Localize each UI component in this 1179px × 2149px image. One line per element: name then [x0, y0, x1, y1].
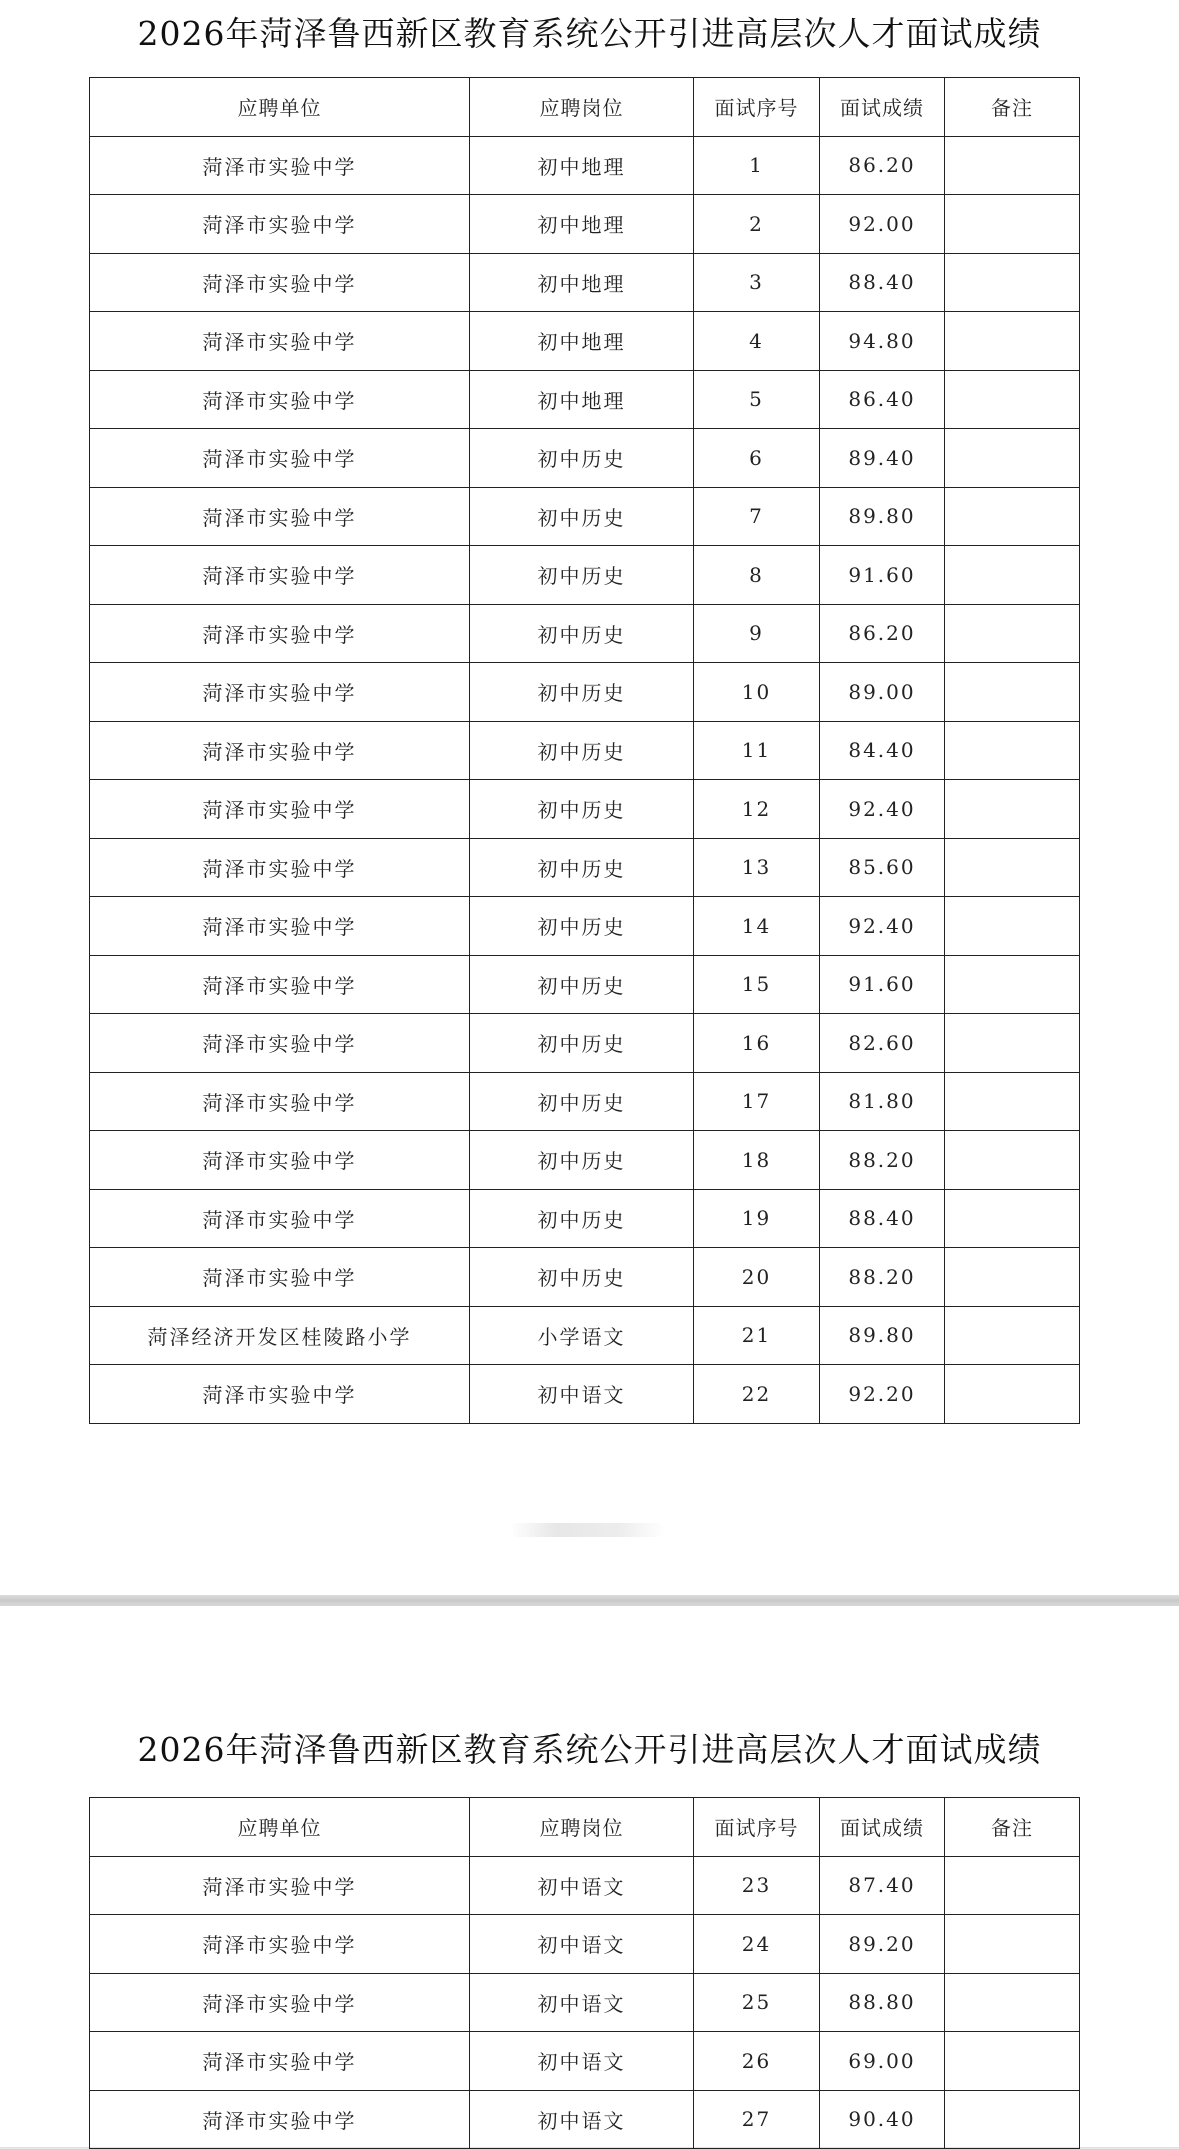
cell-interview-score: 91.60	[820, 546, 945, 605]
cell-remarks	[945, 1072, 1080, 1131]
header-position: 应聘岗位	[470, 78, 694, 137]
cell-remarks	[945, 1365, 1080, 1424]
cell-position: 初中历史	[470, 429, 694, 488]
cell-interview-number: 22	[694, 1365, 820, 1424]
table-row	[90, 487, 1080, 546]
cell-interview-number: 12	[694, 780, 820, 839]
table-row	[90, 1014, 1080, 1073]
cell-interview-score: 91.60	[820, 955, 945, 1014]
cell-interview-score: 89.20	[820, 1915, 945, 1974]
cell-unit: 菏泽市实验中学	[90, 253, 470, 312]
cell-position: 初中地理	[470, 195, 694, 254]
cell-unit: 菏泽市实验中学	[90, 1248, 470, 1307]
cell-interview-number: 20	[694, 1248, 820, 1307]
header-interview-score: 面试成绩	[820, 1798, 945, 1857]
cell-interview-number: 18	[694, 1131, 820, 1190]
cell-position: 初中历史	[470, 604, 694, 663]
cell-position: 初中历史	[470, 1014, 694, 1073]
cell-position: 初中语文	[470, 2090, 694, 2149]
table-row	[90, 370, 1080, 429]
cell-position: 初中历史	[470, 1072, 694, 1131]
cell-position: 初中历史	[470, 1131, 694, 1190]
cell-interview-number: 2	[694, 195, 820, 254]
cell-unit: 菏泽市实验中学	[90, 780, 470, 839]
table-row	[90, 780, 1080, 839]
cell-unit: 菏泽市实验中学	[90, 663, 470, 722]
cell-interview-number: 27	[694, 2090, 820, 2149]
scores-table	[89, 1797, 1080, 2149]
table-row	[90, 1248, 1080, 1307]
cell-interview-number: 25	[694, 1973, 820, 2032]
cell-unit: 菏泽市实验中学	[90, 195, 470, 254]
cell-remarks	[945, 1014, 1080, 1073]
cell-unit: 菏泽市实验中学	[90, 487, 470, 546]
cell-unit: 菏泽市实验中学	[90, 1131, 470, 1190]
table-row	[90, 2032, 1080, 2091]
table-row	[90, 429, 1080, 488]
cell-unit: 菏泽市实验中学	[90, 312, 470, 371]
cell-interview-number: 14	[694, 897, 820, 956]
table-header-row	[90, 1798, 1080, 1857]
cell-interview-number: 11	[694, 721, 820, 780]
page-title: 2026年菏泽鲁西新区教育系统公开引进高层次人才面试成绩	[137, 1730, 1042, 1769]
table-row	[90, 604, 1080, 663]
header-unit: 应聘单位	[90, 78, 470, 137]
cell-unit: 菏泽市实验中学	[90, 136, 470, 195]
cell-remarks	[945, 955, 1080, 1014]
cell-unit: 菏泽市实验中学	[90, 546, 470, 605]
cell-position: 初中语文	[470, 1365, 694, 1424]
cell-position: 初中语文	[470, 1915, 694, 1974]
cell-remarks	[945, 136, 1080, 195]
cell-position: 初中历史	[470, 487, 694, 546]
cell-unit: 菏泽市实验中学	[90, 955, 470, 1014]
header-remarks: 备注	[945, 1798, 1080, 1857]
scores-table	[89, 77, 1080, 1424]
cell-interview-score: 82.60	[820, 1014, 945, 1073]
cell-interview-number: 5	[694, 370, 820, 429]
cell-position: 初中历史	[470, 955, 694, 1014]
cell-position: 初中历史	[470, 1248, 694, 1307]
cell-remarks	[945, 721, 1080, 780]
table-row	[90, 663, 1080, 722]
cell-position: 初中历史	[470, 780, 694, 839]
cell-interview-score: 81.80	[820, 1072, 945, 1131]
cell-remarks	[945, 780, 1080, 839]
cell-position: 初中历史	[470, 897, 694, 956]
cell-unit: 菏泽市实验中学	[90, 604, 470, 663]
table-row	[90, 546, 1080, 605]
cell-interview-score: 92.20	[820, 1365, 945, 1424]
cell-remarks	[945, 1973, 1080, 2032]
cell-interview-score: 90.40	[820, 2090, 945, 2149]
table-row	[90, 1856, 1080, 1915]
cell-remarks	[945, 1248, 1080, 1307]
cell-position: 初中历史	[470, 1189, 694, 1248]
cell-unit: 菏泽市实验中学	[90, 2090, 470, 2149]
cell-interview-number: 4	[694, 312, 820, 371]
table-row	[90, 1131, 1080, 1190]
cell-interview-number: 8	[694, 546, 820, 605]
cell-remarks	[945, 253, 1080, 312]
cell-remarks	[945, 1306, 1080, 1365]
table-row	[90, 1915, 1080, 1974]
cell-remarks	[945, 604, 1080, 663]
cell-interview-number: 26	[694, 2032, 820, 2091]
cell-interview-score: 89.80	[820, 487, 945, 546]
cell-interview-number: 21	[694, 1306, 820, 1365]
cell-position: 初中地理	[470, 253, 694, 312]
table-row	[90, 1072, 1080, 1131]
cell-interview-score: 92.40	[820, 897, 945, 956]
cell-position: 初中地理	[470, 136, 694, 195]
cell-position: 初中语文	[470, 1973, 694, 2032]
cell-unit: 菏泽经济开发区桂陵路小学	[90, 1306, 470, 1365]
cell-remarks	[945, 2032, 1080, 2091]
header-interview-score: 面试成绩	[820, 78, 945, 137]
cell-unit: 菏泽市实验中学	[90, 429, 470, 488]
cell-interview-score: 88.80	[820, 1973, 945, 2032]
cell-position: 初中语文	[470, 2032, 694, 2091]
cell-position: 初中历史	[470, 721, 694, 780]
cell-unit: 菏泽市实验中学	[90, 838, 470, 897]
table-row	[90, 1189, 1080, 1248]
table-row	[90, 1973, 1080, 2032]
cell-interview-number: 6	[694, 429, 820, 488]
cell-remarks	[945, 897, 1080, 956]
cell-interview-score: 86.40	[820, 370, 945, 429]
cell-remarks	[945, 838, 1080, 897]
cell-remarks	[945, 546, 1080, 605]
cell-interview-score: 89.00	[820, 663, 945, 722]
header-position: 应聘岗位	[470, 1798, 694, 1857]
cell-unit: 菏泽市实验中学	[90, 1014, 470, 1073]
cell-unit: 菏泽市实验中学	[90, 1189, 470, 1248]
cell-remarks	[945, 1131, 1080, 1190]
table-row	[90, 253, 1080, 312]
table-row	[90, 312, 1080, 371]
cell-interview-number: 15	[694, 955, 820, 1014]
cell-interview-number: 1	[694, 136, 820, 195]
cell-interview-number: 16	[694, 1014, 820, 1073]
cell-remarks	[945, 312, 1080, 371]
cell-interview-number: 9	[694, 604, 820, 663]
cell-unit: 菏泽市实验中学	[90, 1915, 470, 1974]
cell-interview-score: 88.40	[820, 253, 945, 312]
cell-position: 初中历史	[470, 838, 694, 897]
header-interview-number: 面试序号	[694, 1798, 820, 1857]
cell-interview-number: 19	[694, 1189, 820, 1248]
cell-interview-number: 7	[694, 487, 820, 546]
cell-remarks	[945, 663, 1080, 722]
cell-remarks	[945, 429, 1080, 488]
table-row	[90, 2090, 1080, 2149]
cell-remarks	[945, 195, 1080, 254]
cell-interview-score: 89.80	[820, 1306, 945, 1365]
cell-interview-score: 89.40	[820, 429, 945, 488]
table-row	[90, 721, 1080, 780]
cell-position: 初中地理	[470, 312, 694, 371]
cell-interview-number: 3	[694, 253, 820, 312]
cell-interview-score: 84.40	[820, 721, 945, 780]
cell-unit: 菏泽市实验中学	[90, 1365, 470, 1424]
cell-interview-number: 17	[694, 1072, 820, 1131]
cell-position: 初中地理	[470, 370, 694, 429]
table-row	[90, 955, 1080, 1014]
cell-position: 小学语文	[470, 1306, 694, 1365]
cell-interview-score: 87.40	[820, 1856, 945, 1915]
cell-remarks	[945, 1915, 1080, 1974]
cell-remarks	[945, 370, 1080, 429]
header-interview-number: 面试序号	[694, 78, 820, 137]
cell-position: 初中历史	[470, 546, 694, 605]
document-page-2	[0, 1606, 1179, 2147]
cell-interview-score: 88.20	[820, 1131, 945, 1190]
page-divider	[0, 1595, 1179, 1606]
cell-remarks	[945, 487, 1080, 546]
table-row	[90, 136, 1080, 195]
cell-remarks	[945, 1856, 1080, 1915]
cell-unit: 菏泽市实验中学	[90, 2032, 470, 2091]
cell-position: 初中历史	[470, 663, 694, 722]
cell-position: 初中语文	[470, 1856, 694, 1915]
page-title: 2026年菏泽鲁西新区教育系统公开引进高层次人才面试成绩	[137, 14, 1042, 53]
cell-unit: 菏泽市实验中学	[90, 1973, 470, 2032]
header-unit: 应聘单位	[90, 1798, 470, 1857]
table-header-row	[90, 78, 1080, 137]
cell-interview-score: 88.20	[820, 1248, 945, 1307]
cell-interview-score: 92.00	[820, 195, 945, 254]
cell-interview-score: 92.40	[820, 780, 945, 839]
cell-interview-score: 69.00	[820, 2032, 945, 2091]
cell-unit: 菏泽市实验中学	[90, 897, 470, 956]
cell-unit: 菏泽市实验中学	[90, 370, 470, 429]
table-row	[90, 838, 1080, 897]
cell-interview-score: 94.80	[820, 312, 945, 371]
cell-interview-score: 86.20	[820, 136, 945, 195]
table-row	[90, 1365, 1080, 1424]
cell-interview-number: 24	[694, 1915, 820, 1974]
scan-smudge	[510, 1523, 665, 1537]
cell-unit: 菏泽市实验中学	[90, 1072, 470, 1131]
cell-remarks	[945, 2090, 1080, 2149]
cell-interview-number: 23	[694, 1856, 820, 1915]
header-remarks: 备注	[945, 78, 1080, 137]
cell-interview-score: 88.40	[820, 1189, 945, 1248]
table-row	[90, 195, 1080, 254]
cell-unit: 菏泽市实验中学	[90, 721, 470, 780]
cell-interview-number: 13	[694, 838, 820, 897]
table-row	[90, 897, 1080, 956]
cell-interview-score: 86.20	[820, 604, 945, 663]
cell-interview-number: 10	[694, 663, 820, 722]
table-row	[90, 1306, 1080, 1365]
cell-interview-score: 85.60	[820, 838, 945, 897]
cell-unit: 菏泽市实验中学	[90, 1856, 470, 1915]
cell-remarks	[945, 1189, 1080, 1248]
